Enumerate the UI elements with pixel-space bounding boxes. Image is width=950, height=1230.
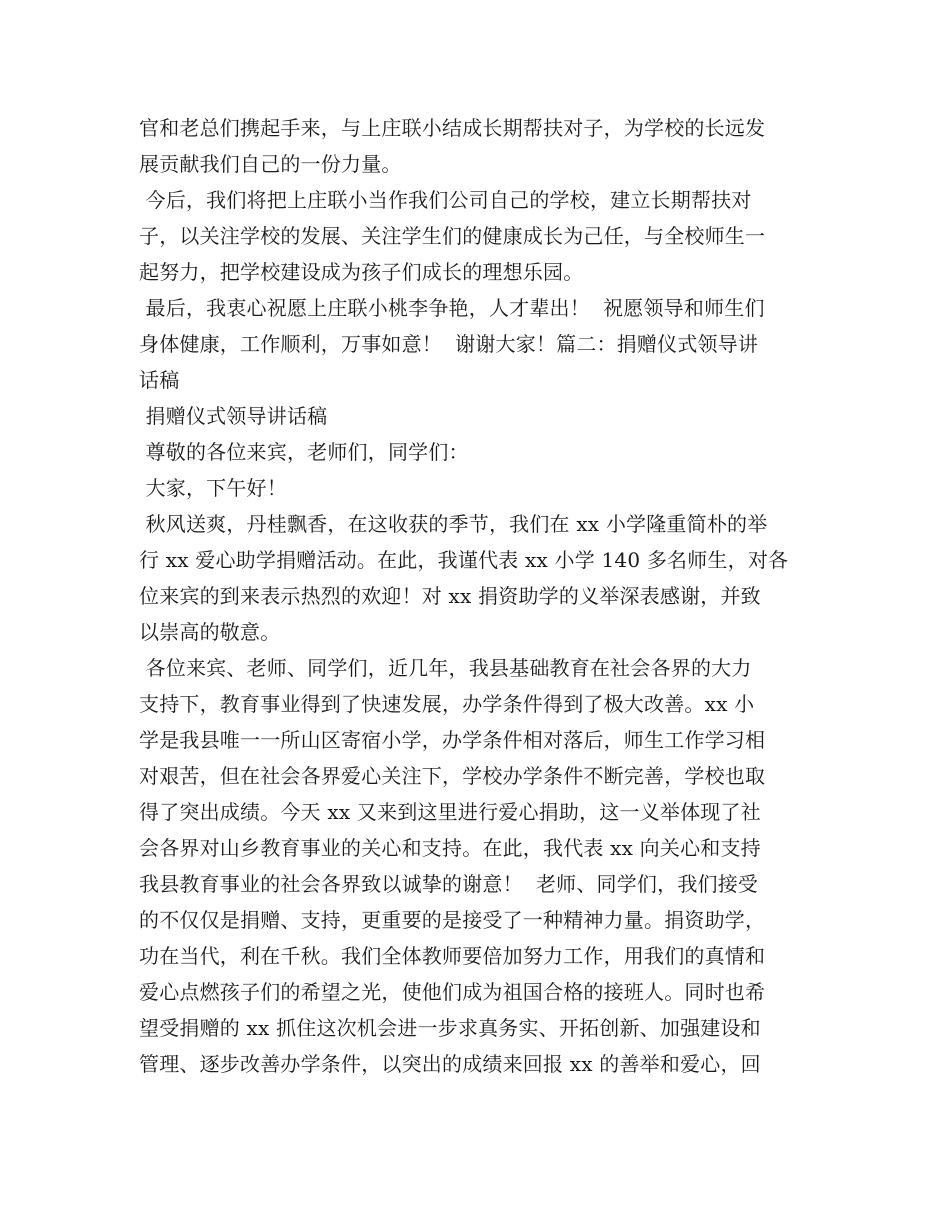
text-line: 会各界对山乡教育事业的关心和支持。在此，我代表 xx 向关心和支持 xyxy=(139,836,761,860)
text-line: 官和老总们携起手来，与上庄联小结成长期帮扶对子，为学校的长远发 xyxy=(139,116,766,140)
text-line: 展贡献我们自己的一份力量。 xyxy=(139,152,402,176)
text-line: 位来宾的到来表示热烈的欢迎！对 xx 捐资助学的义举深表感谢，并致 xyxy=(139,584,761,608)
text-line: 的不仅仅是捐赠、支持，更重要的是接受了一种精神力量。捐资助学， xyxy=(139,908,766,932)
text-line: 身体健康，工作顺利，万事如意！ 谢谢大家！篇二：捐赠仪式领导讲 xyxy=(139,332,759,356)
text-line: 得了突出成绩。今天 xx 又来到这里进行爱心捐助，这一义举体现了社 xyxy=(139,800,761,824)
document-body xyxy=(139,110,819,1082)
text-line: 各位来宾、老师、同学们，近几年，我县基础教育在社会各界的大力 xyxy=(139,656,752,680)
text-line: 秋风送爽，丹桂飘香，在这收获的季节，我们在 xx 小学隆重简朴的举 xyxy=(139,512,768,536)
text-line: 今后，我们将把上庄联小当作我们公司自己的学校，建立长期帮扶对 xyxy=(139,188,752,212)
text-line: 支持下，教育事业得到了快速发展，办学条件得到了极大改善。xx 小 xyxy=(139,692,755,716)
text-line: 望受捐赠的 xx 抓住这次机会进一步求真务实、开拓创新、加强建设和 xyxy=(139,1016,761,1040)
text-line: 行 xx 爱心助学捐赠活动。在此，我谨代表 xx 小学 140 多名师生，对各 xyxy=(139,548,789,572)
text-line: 子，以关注学校的发展、关注学生们的健康成长为己任，与全校师生一 xyxy=(139,224,766,248)
salutation: 尊敬的各位来宾，老师们，同学们： xyxy=(139,440,469,464)
text-line: 话稿 xyxy=(139,368,180,392)
text-line: 管理、逐步改善办学条件，以突出的成绩来回报 xx 的善举和爱心，回 xyxy=(139,1052,761,1076)
text-line: 爱心点燃孩子们的希望之光，使他们成为祖国合格的接班人。同时也希 xyxy=(139,980,766,1004)
text-line: 起努力，把学校建设成为孩子们成长的理想乐园。 xyxy=(139,260,584,284)
text-line: 学是我县唯一一所山区寄宿小学，办学条件相对落后，师生工作学习相 xyxy=(139,728,766,752)
text-line: 对艰苦，但在社会各界爱心关注下，学校办学条件不断完善，学校也取 xyxy=(139,764,766,788)
text-line: 以崇高的敬意。 xyxy=(139,620,281,644)
text-line: 最后，我衷心祝愿上庄联小桃李争艳，人才辈出！ 祝愿领导和师生们 xyxy=(139,296,765,320)
greeting: 大家，下午好！ xyxy=(139,476,287,500)
text-line: 功在当代，利在千秋。我们全体教师要倍加努力工作，用我们的真情和 xyxy=(139,944,766,968)
text-line: 我县教育事业的社会各界致以诚挚的谢意！ 老师、同学们，我们接受 xyxy=(139,872,759,896)
section-heading: 捐赠仪式领导讲话稿 xyxy=(139,404,328,428)
